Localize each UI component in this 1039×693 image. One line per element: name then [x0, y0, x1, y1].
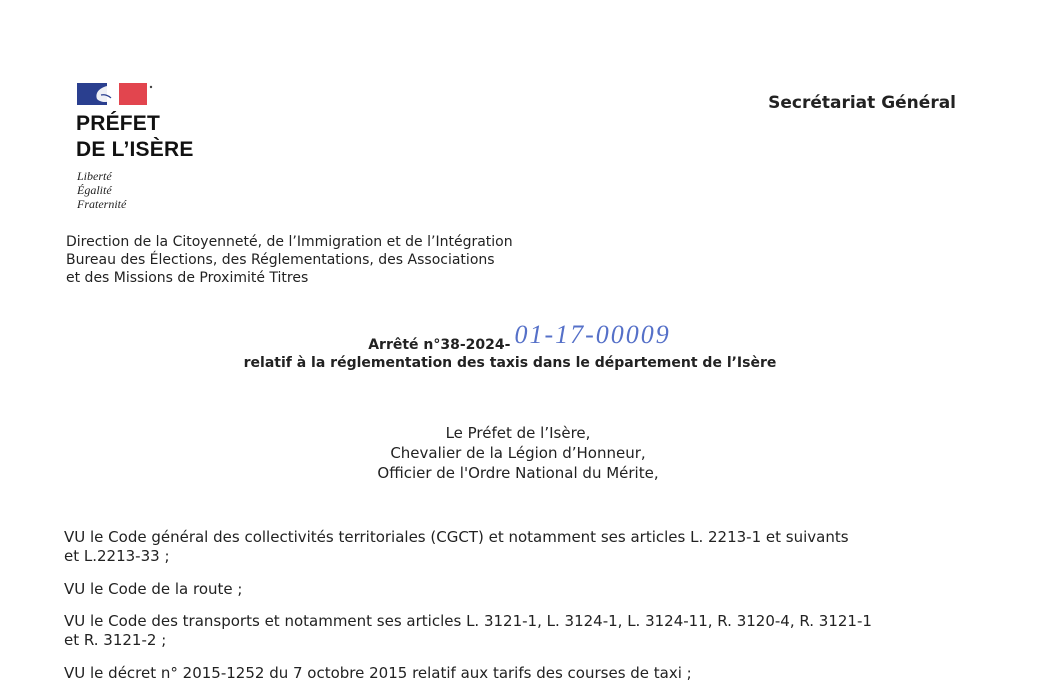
direction-line-2: Bureau des Élections, des Réglementations, des Associations — [66, 252, 495, 268]
direction-block — [66, 233, 513, 287]
prefet-titles — [0, 423, 1036, 483]
prefet-line-1: Le Préfet de l’Isère, — [445, 424, 591, 442]
direction-line-3: et des Missions de Proximité Titres — [66, 270, 309, 286]
prefet-line-3: Officier de l'Ordre National du Mérite, — [377, 464, 659, 482]
organization-line-2: DE L’ISÈRE — [76, 138, 194, 161]
visa-paragraph — [64, 664, 964, 683]
motto-fraternite: Fraternité — [77, 197, 127, 211]
handwritten-arrete-number: 01-17-00009 — [514, 320, 671, 349]
arrete-subject: relatif à la réglementation des taxis dans le département de l’Isère — [243, 355, 777, 371]
prefet-line-2: Chevalier de la Légion d’Honneur, — [390, 444, 646, 462]
visa-line: VU le décret n° 2015-1252 du 7 octobre 2015 relatif aux tarifs des courses de taxi ; — [64, 664, 692, 682]
visa-paragraph — [64, 612, 964, 650]
visa-paragraph — [64, 580, 964, 599]
republic-motto — [77, 169, 126, 211]
visa-line: VU le Code général des collectivités territoriales (CGCT) et notamment ses articles L. 2213-1 et suivants — [64, 528, 849, 546]
department-heading: Secrétariat Général — [768, 93, 956, 113]
organization-line-1: PRÉFET — [76, 112, 161, 135]
organization-name — [76, 111, 194, 163]
direction-line-1: Direction de la Citoyenneté, de l’Immigration et de l’Intégration — [66, 234, 513, 250]
motto-egalite: Égalité — [77, 183, 112, 197]
visa-line: VU le Code de la route ; — [64, 580, 243, 598]
visa-line: et R. 3121-2 ; — [64, 631, 167, 649]
visa-line: VU le Code des transports et notamment ses articles L. 3121-1, L. 3124-1, L. 3124-11, R. 3120-4, R. 3121-1 — [64, 612, 872, 630]
arrete-title — [0, 320, 1039, 356]
motto-liberte: Liberté — [77, 169, 112, 183]
visa-line: et L.2213-33 ; — [64, 547, 170, 565]
arrete-prefix: Arrêté n°38-2024- — [368, 337, 511, 353]
visa-paragraph — [64, 528, 964, 566]
marianne-logo-icon — [77, 83, 153, 105]
